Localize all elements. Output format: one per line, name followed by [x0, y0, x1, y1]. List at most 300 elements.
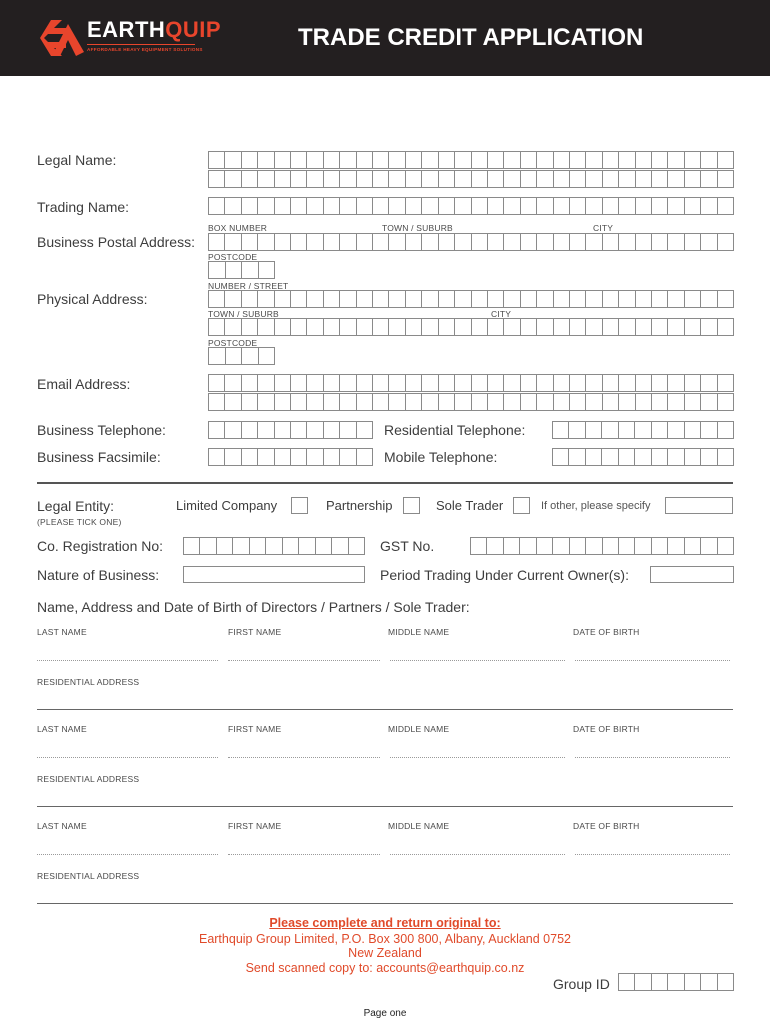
input-cell[interactable] [520, 319, 536, 335]
input-cell[interactable] [209, 291, 224, 307]
input-cell[interactable] [503, 538, 519, 554]
director-3-last-name-field[interactable] [37, 854, 218, 855]
sole-trader-checkbox[interactable] [513, 497, 530, 514]
input-cell[interactable] [634, 449, 650, 465]
input-cell[interactable] [438, 291, 454, 307]
input-cell[interactable] [372, 375, 388, 391]
input-cell[interactable] [372, 394, 388, 410]
input-cell[interactable] [651, 974, 667, 990]
director-2-first-name-field[interactable] [228, 757, 380, 758]
input-cell[interactable] [503, 234, 519, 250]
input-cell[interactable] [536, 171, 552, 187]
input-cell[interactable] [618, 422, 634, 438]
email-row1[interactable] [208, 374, 734, 392]
input-cell[interactable] [503, 319, 519, 335]
input-cell[interactable] [356, 422, 372, 438]
input-cell[interactable] [241, 348, 258, 364]
limited-company-checkbox[interactable] [291, 497, 308, 514]
input-cell[interactable] [618, 375, 634, 391]
input-cell[interactable] [339, 152, 355, 168]
director-1-first-name-field[interactable] [228, 660, 380, 661]
input-cell[interactable] [339, 449, 355, 465]
input-cell[interactable] [323, 171, 339, 187]
input-cell[interactable] [520, 375, 536, 391]
input-cell[interactable] [224, 319, 240, 335]
business-facsimile-input[interactable] [208, 448, 373, 466]
input-cell[interactable] [241, 234, 257, 250]
input-cell[interactable] [290, 198, 306, 214]
input-cell[interactable] [651, 291, 667, 307]
input-cell[interactable] [471, 394, 487, 410]
input-cell[interactable] [209, 234, 224, 250]
input-cell[interactable] [635, 319, 651, 335]
input-cell[interactable] [290, 375, 306, 391]
input-cell[interactable] [569, 152, 585, 168]
input-cell[interactable] [553, 394, 569, 410]
input-cell[interactable] [323, 449, 339, 465]
input-cell[interactable] [651, 171, 667, 187]
input-cell[interactable] [700, 291, 716, 307]
input-cell[interactable] [454, 394, 470, 410]
input-cell[interactable] [241, 152, 257, 168]
input-cell[interactable] [388, 375, 404, 391]
physical-town-city-input[interactable] [208, 318, 734, 336]
input-cell[interactable] [274, 449, 290, 465]
input-cell[interactable] [209, 394, 224, 410]
input-cell[interactable] [700, 198, 716, 214]
input-cell[interactable] [224, 394, 240, 410]
trading-name-input[interactable] [208, 197, 734, 215]
input-cell[interactable] [209, 319, 224, 335]
input-cell[interactable] [274, 171, 290, 187]
input-cell[interactable] [684, 375, 700, 391]
input-cell[interactable] [290, 449, 306, 465]
input-cell[interactable] [700, 319, 716, 335]
input-cell[interactable] [486, 538, 502, 554]
input-cell[interactable] [700, 234, 716, 250]
input-cell[interactable] [684, 394, 700, 410]
input-cell[interactable] [569, 171, 585, 187]
input-cell[interactable] [209, 152, 224, 168]
input-cell[interactable] [421, 171, 437, 187]
input-cell[interactable] [553, 171, 569, 187]
input-cell[interactable] [209, 375, 224, 391]
input-cell[interactable] [700, 152, 716, 168]
input-cell[interactable] [224, 234, 240, 250]
input-cell[interactable] [700, 974, 716, 990]
input-cell[interactable] [274, 291, 290, 307]
input-cell[interactable] [356, 234, 372, 250]
input-cell[interactable] [339, 319, 355, 335]
input-cell[interactable] [618, 538, 634, 554]
director-2-date-of-birth-field[interactable] [575, 757, 730, 758]
director-3-middle-name-field[interactable] [390, 854, 565, 855]
input-cell[interactable] [438, 394, 454, 410]
input-cell[interactable] [667, 974, 683, 990]
input-cell[interactable] [323, 234, 339, 250]
gst-input[interactable] [470, 537, 734, 555]
input-cell[interactable] [569, 234, 585, 250]
director-1-date-of-birth-field[interactable] [575, 660, 730, 661]
input-cell[interactable] [536, 198, 552, 214]
input-cell[interactable] [372, 152, 388, 168]
input-cell[interactable] [635, 375, 651, 391]
input-cell[interactable] [372, 198, 388, 214]
input-cell[interactable] [224, 291, 240, 307]
input-cell[interactable] [405, 375, 421, 391]
input-cell[interactable] [503, 375, 519, 391]
input-cell[interactable] [667, 449, 683, 465]
input-cell[interactable] [405, 394, 421, 410]
input-cell[interactable] [274, 422, 290, 438]
input-cell[interactable] [717, 198, 733, 214]
input-cell[interactable] [249, 538, 265, 554]
co-registration-input[interactable] [183, 537, 365, 555]
input-cell[interactable] [520, 198, 536, 214]
input-cell[interactable] [700, 422, 716, 438]
input-cell[interactable] [568, 422, 584, 438]
input-cell[interactable] [602, 319, 618, 335]
input-cell[interactable] [536, 538, 552, 554]
input-cell[interactable] [487, 152, 503, 168]
postal-postcode-input[interactable] [208, 261, 275, 279]
input-cell[interactable] [569, 319, 585, 335]
input-cell[interactable] [602, 234, 618, 250]
input-cell[interactable] [520, 152, 536, 168]
input-cell[interactable] [225, 262, 242, 278]
input-cell[interactable] [667, 234, 683, 250]
input-cell[interactable] [454, 152, 470, 168]
input-cell[interactable] [274, 198, 290, 214]
input-cell[interactable] [421, 319, 437, 335]
input-cell[interactable] [224, 375, 240, 391]
input-cell[interactable] [667, 422, 683, 438]
input-cell[interactable] [684, 171, 700, 187]
input-cell[interactable] [339, 171, 355, 187]
input-cell[interactable] [257, 375, 273, 391]
input-cell[interactable] [306, 449, 322, 465]
input-cell[interactable] [282, 538, 298, 554]
input-cell[interactable] [356, 449, 372, 465]
input-cell[interactable] [306, 291, 322, 307]
input-cell[interactable] [290, 171, 306, 187]
input-cell[interactable] [552, 538, 568, 554]
input-cell[interactable] [339, 234, 355, 250]
input-cell[interactable] [209, 422, 224, 438]
input-cell[interactable] [568, 449, 584, 465]
input-cell[interactable] [265, 538, 281, 554]
input-cell[interactable] [471, 234, 487, 250]
input-cell[interactable] [356, 319, 372, 335]
input-cell[interactable] [339, 291, 355, 307]
input-cell[interactable] [553, 375, 569, 391]
input-cell[interactable] [601, 422, 617, 438]
input-cell[interactable] [651, 152, 667, 168]
input-cell[interactable] [306, 234, 322, 250]
input-cell[interactable] [306, 422, 322, 438]
input-cell[interactable] [651, 198, 667, 214]
input-cell[interactable] [184, 538, 199, 554]
input-cell[interactable] [405, 171, 421, 187]
input-cell[interactable] [454, 375, 470, 391]
input-cell[interactable] [684, 234, 700, 250]
input-cell[interactable] [717, 422, 733, 438]
input-cell[interactable] [306, 394, 322, 410]
input-cell[interactable] [257, 394, 273, 410]
input-cell[interactable] [618, 394, 634, 410]
input-cell[interactable] [618, 449, 634, 465]
input-cell[interactable] [700, 394, 716, 410]
legal-name-row1[interactable] [208, 151, 734, 169]
input-cell[interactable] [356, 291, 372, 307]
input-cell[interactable] [209, 262, 225, 278]
input-cell[interactable] [471, 171, 487, 187]
input-cell[interactable] [199, 538, 215, 554]
input-cell[interactable] [232, 538, 248, 554]
input-cell[interactable] [241, 319, 257, 335]
input-cell[interactable] [438, 234, 454, 250]
input-cell[interactable] [618, 234, 634, 250]
input-cell[interactable] [339, 375, 355, 391]
input-cell[interactable] [438, 319, 454, 335]
input-cell[interactable] [700, 375, 716, 391]
input-cell[interactable] [274, 319, 290, 335]
input-cell[interactable] [339, 394, 355, 410]
director-2-middle-name-field[interactable] [390, 757, 565, 758]
input-cell[interactable] [602, 291, 618, 307]
input-cell[interactable] [503, 198, 519, 214]
input-cell[interactable] [372, 171, 388, 187]
email-row2[interactable] [208, 393, 734, 411]
input-cell[interactable] [241, 394, 257, 410]
input-cell[interactable] [274, 394, 290, 410]
group-id-input[interactable] [618, 973, 734, 991]
input-cell[interactable] [651, 319, 667, 335]
input-cell[interactable] [602, 152, 618, 168]
partnership-checkbox[interactable] [403, 497, 420, 514]
input-cell[interactable] [585, 152, 601, 168]
input-cell[interactable] [634, 422, 650, 438]
input-cell[interactable] [602, 394, 618, 410]
input-cell[interactable] [421, 152, 437, 168]
input-cell[interactable] [717, 375, 733, 391]
input-cell[interactable] [585, 375, 601, 391]
input-cell[interactable] [717, 394, 733, 410]
input-cell[interactable] [684, 422, 700, 438]
input-cell[interactable] [388, 198, 404, 214]
input-cell[interactable] [602, 198, 618, 214]
input-cell[interactable] [618, 171, 634, 187]
input-cell[interactable] [388, 291, 404, 307]
input-cell[interactable] [438, 152, 454, 168]
input-cell[interactable] [438, 198, 454, 214]
input-cell[interactable] [569, 375, 585, 391]
input-cell[interactable] [553, 291, 569, 307]
input-cell[interactable] [257, 319, 273, 335]
input-cell[interactable] [421, 375, 437, 391]
input-cell[interactable] [618, 198, 634, 214]
input-cell[interactable] [290, 234, 306, 250]
input-cell[interactable] [503, 394, 519, 410]
director-3-first-name-field[interactable] [228, 854, 380, 855]
input-cell[interactable] [209, 198, 224, 214]
input-cell[interactable] [339, 422, 355, 438]
director-2-residential-address-field[interactable] [37, 806, 733, 807]
input-cell[interactable] [225, 348, 242, 364]
input-cell[interactable] [684, 152, 700, 168]
input-cell[interactable] [487, 234, 503, 250]
other-entity-input[interactable] [665, 497, 733, 514]
input-cell[interactable] [569, 538, 585, 554]
input-cell[interactable] [503, 291, 519, 307]
mobile-telephone-input[interactable] [552, 448, 734, 466]
input-cell[interactable] [258, 348, 275, 364]
postal-address-input[interactable] [208, 233, 734, 251]
input-cell[interactable] [520, 394, 536, 410]
input-cell[interactable] [487, 291, 503, 307]
input-cell[interactable] [356, 152, 372, 168]
input-cell[interactable] [224, 152, 240, 168]
input-cell[interactable] [717, 234, 733, 250]
input-cell[interactable] [323, 152, 339, 168]
director-1-residential-address-field[interactable] [37, 709, 733, 710]
input-cell[interactable] [331, 538, 347, 554]
input-cell[interactable] [585, 291, 601, 307]
input-cell[interactable] [421, 198, 437, 214]
input-cell[interactable] [553, 152, 569, 168]
input-cell[interactable] [224, 449, 240, 465]
input-cell[interactable] [536, 234, 552, 250]
input-cell[interactable] [651, 375, 667, 391]
input-cell[interactable] [667, 152, 683, 168]
input-cell[interactable] [405, 319, 421, 335]
physical-street-input[interactable] [208, 290, 734, 308]
input-cell[interactable] [601, 449, 617, 465]
input-cell[interactable] [487, 394, 503, 410]
input-cell[interactable] [356, 394, 372, 410]
input-cell[interactable] [209, 348, 225, 364]
input-cell[interactable] [602, 171, 618, 187]
input-cell[interactable] [536, 152, 552, 168]
input-cell[interactable] [487, 171, 503, 187]
input-cell[interactable] [306, 171, 322, 187]
period-trading-input[interactable] [650, 566, 734, 583]
input-cell[interactable] [618, 319, 634, 335]
input-cell[interactable] [454, 319, 470, 335]
input-cell[interactable] [274, 152, 290, 168]
input-cell[interactable] [585, 538, 601, 554]
input-cell[interactable] [372, 234, 388, 250]
input-cell[interactable] [471, 291, 487, 307]
input-cell[interactable] [257, 234, 273, 250]
input-cell[interactable] [471, 319, 487, 335]
input-cell[interactable] [618, 291, 634, 307]
input-cell[interactable] [241, 171, 257, 187]
input-cell[interactable] [298, 538, 314, 554]
input-cell[interactable] [635, 171, 651, 187]
input-cell[interactable] [634, 974, 650, 990]
input-cell[interactable] [356, 171, 372, 187]
input-cell[interactable] [717, 319, 733, 335]
input-cell[interactable] [388, 394, 404, 410]
input-cell[interactable] [553, 319, 569, 335]
input-cell[interactable] [257, 171, 273, 187]
director-2-last-name-field[interactable] [37, 757, 218, 758]
input-cell[interactable] [372, 319, 388, 335]
input-cell[interactable] [651, 449, 667, 465]
input-cell[interactable] [421, 394, 437, 410]
input-cell[interactable] [667, 394, 683, 410]
input-cell[interactable] [224, 171, 240, 187]
input-cell[interactable] [585, 234, 601, 250]
input-cell[interactable] [471, 538, 486, 554]
input-cell[interactable] [487, 198, 503, 214]
input-cell[interactable] [553, 234, 569, 250]
nature-of-business-input[interactable] [183, 566, 365, 583]
input-cell[interactable] [684, 449, 700, 465]
input-cell[interactable] [241, 291, 257, 307]
director-1-middle-name-field[interactable] [390, 660, 565, 661]
input-cell[interactable] [536, 394, 552, 410]
input-cell[interactable] [717, 152, 733, 168]
input-cell[interactable] [323, 291, 339, 307]
input-cell[interactable] [503, 171, 519, 187]
input-cell[interactable] [323, 394, 339, 410]
input-cell[interactable] [487, 319, 503, 335]
input-cell[interactable] [585, 449, 601, 465]
input-cell[interactable] [405, 152, 421, 168]
input-cell[interactable] [438, 375, 454, 391]
business-telephone-input[interactable] [208, 421, 373, 439]
input-cell[interactable] [323, 375, 339, 391]
input-cell[interactable] [635, 198, 651, 214]
input-cell[interactable] [717, 171, 733, 187]
director-3-residential-address-field[interactable] [37, 903, 733, 904]
input-cell[interactable] [635, 152, 651, 168]
input-cell[interactable] [241, 422, 257, 438]
input-cell[interactable] [306, 152, 322, 168]
input-cell[interactable] [257, 198, 273, 214]
input-cell[interactable] [503, 152, 519, 168]
input-cell[interactable] [667, 375, 683, 391]
input-cell[interactable] [438, 171, 454, 187]
input-cell[interactable] [635, 234, 651, 250]
input-cell[interactable] [684, 974, 700, 990]
input-cell[interactable] [536, 291, 552, 307]
input-cell[interactable] [454, 171, 470, 187]
input-cell[interactable] [520, 234, 536, 250]
input-cell[interactable] [667, 538, 683, 554]
input-cell[interactable] [274, 234, 290, 250]
legal-name-row2[interactable] [208, 170, 734, 188]
input-cell[interactable] [339, 198, 355, 214]
input-cell[interactable] [569, 291, 585, 307]
input-cell[interactable] [290, 394, 306, 410]
director-3-date-of-birth-field[interactable] [575, 854, 730, 855]
input-cell[interactable] [388, 171, 404, 187]
input-cell[interactable] [323, 319, 339, 335]
input-cell[interactable] [323, 198, 339, 214]
input-cell[interactable] [290, 319, 306, 335]
input-cell[interactable] [257, 152, 273, 168]
input-cell[interactable] [216, 538, 232, 554]
input-cell[interactable] [388, 319, 404, 335]
input-cell[interactable] [257, 291, 273, 307]
input-cell[interactable] [651, 394, 667, 410]
input-cell[interactable] [306, 198, 322, 214]
input-cell[interactable] [315, 538, 331, 554]
input-cell[interactable] [224, 422, 240, 438]
